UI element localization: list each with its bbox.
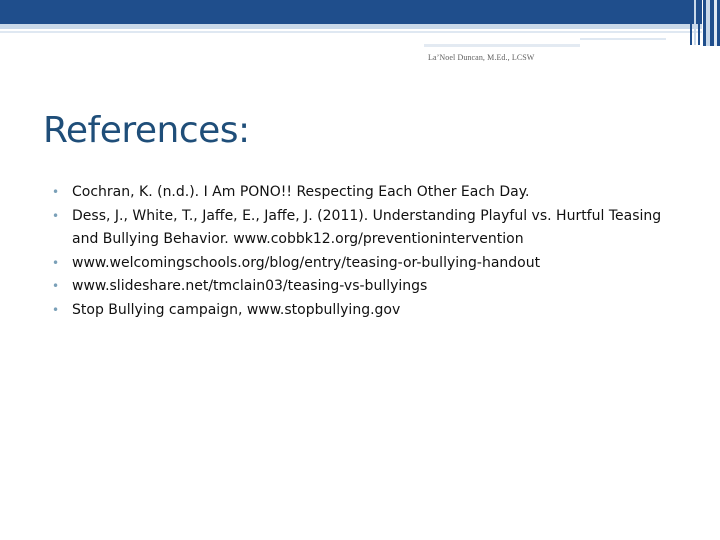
slide-title: References: xyxy=(43,110,250,151)
reference-text: Dess, J., White, T., Jaffe, E., Jaffe, J. (2011). Understanding Playful vs. Hurtful Teasing and Bullying Behavior. www.cobbk12.org/preventionintervention xyxy=(72,207,662,247)
header-decoration-bar xyxy=(0,0,720,52)
author-credit: La’Noel Duncan, M.Ed., LCSW xyxy=(428,53,535,62)
references-list xyxy=(52,181,672,322)
bullet-icon: • xyxy=(52,255,60,270)
list-item xyxy=(52,252,672,276)
bullet-icon: • xyxy=(52,302,60,317)
list-item xyxy=(52,299,672,323)
bullet-icon: • xyxy=(52,208,60,223)
bullet-icon: • xyxy=(52,185,60,199)
reference-text: www.welcomingschools.org/blog/entry/teasing-or-bullying-handout xyxy=(72,254,541,271)
reference-text: Stop Bullying campaign, www.stopbullying.gov xyxy=(72,301,401,318)
reference-text: www.slideshare.net/tmclain03/teasing-vs-bullyings xyxy=(72,278,428,294)
bullet-icon: • xyxy=(52,279,60,293)
list-item xyxy=(52,181,672,205)
reference-text: Cochran, K. (n.d.). I Am PONO!! Respecting Each Other Each Day. xyxy=(72,184,530,200)
list-item xyxy=(52,205,672,252)
list-item xyxy=(52,275,672,299)
